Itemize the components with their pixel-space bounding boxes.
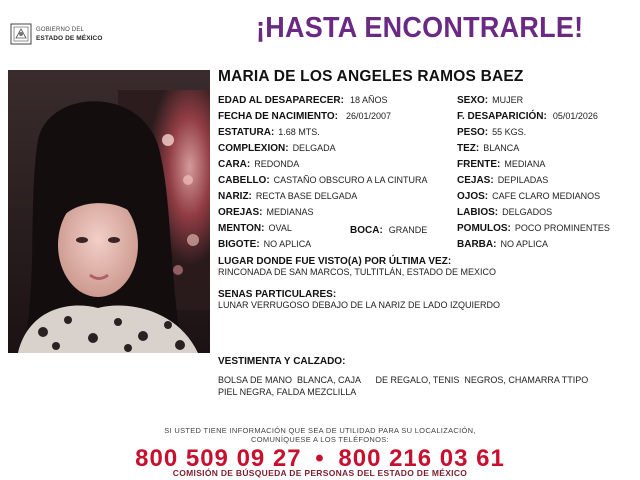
phone-separator: • — [315, 445, 325, 472]
clothing-label: VESTIMENTA Y CALZADO: — [218, 356, 346, 367]
field-menton: MENTON: OVAL — [218, 223, 292, 234]
government-logo — [10, 22, 120, 48]
commission-name: COMISIÓN DE BÚSQUEDA DE PERSONAS DEL ESTADO DE MÉXICO — [172, 468, 468, 478]
field-orejas: OREJAS: MEDIANAS — [218, 207, 314, 218]
field-peso: PESO: 55 KGS. — [457, 127, 527, 138]
field-barba: BARBA: NO APLICA — [457, 239, 548, 250]
phone-number-1[interactable]: 800 509 09 27 — [135, 445, 302, 472]
logo-line-1: GOBIERNO DEL — [36, 27, 85, 33]
field-edad: EDAD AL DESAPARECER: 18 AÑOS — [218, 95, 388, 106]
logo-line-2: ESTADO DE MÉXICO — [36, 35, 103, 42]
field-tez: TEZ: BLANCA — [457, 143, 520, 154]
contact-info-line-2: COMUNÍQUESE A LOS TELÉFONOS: — [251, 435, 389, 444]
field-frente: FRENTE: MEDIANA — [457, 159, 546, 170]
marks-label: SENAS PARTICULARES: — [218, 289, 337, 300]
last-seen-label: LUGAR DONDE FUE VISTO(A) POR ÚLTIMA VEZ: — [218, 256, 452, 267]
phone-number-2[interactable]: 800 216 03 61 — [338, 445, 505, 472]
last-seen-value: RINCONADA DE SAN MARCOS, TULTITLÁN, ESTADO DE MEXICO — [218, 267, 497, 277]
marks-value: LUNAR VERRUGOSO DEBAJO DE LA NARIZ DE LADO IZQUIERDO — [218, 300, 501, 310]
field-complexion: COMPLEXION: DELGADA — [218, 143, 336, 154]
field-boca: BOCA: GRANDE — [350, 225, 428, 236]
field-sexo: SEXO: MUJER — [457, 95, 524, 106]
person-name: MARIA DE LOS ANGELES RAMOS BAEZ — [218, 68, 524, 85]
field-cabello: CABELLO: CASTAÑO OBSCURO A LA CINTURA — [218, 175, 428, 186]
field-ojos: OJOS: CAFE CLARO MEDIANOS — [457, 191, 601, 202]
field-fecha-nacimiento: FECHA DE NACIMIENTO: 26/01/2007 — [218, 111, 392, 122]
portrait-photo — [8, 70, 210, 353]
headline: ¡HASTA ENCONTRARLE! — [256, 12, 584, 44]
field-estatura: ESTATURA: 1.68 MTS. — [218, 127, 320, 138]
field-cara: CARA: REDONDA — [218, 159, 300, 170]
field-pomulos: POMULOS: POCO PROMINENTES — [457, 223, 610, 234]
field-fecha-desaparicion: F. DESAPARICIÓN: 05/01/2026 — [457, 111, 598, 122]
field-cejas: CEJAS: DEPILADAS — [457, 175, 549, 186]
field-nariz: NARIZ: RECTA BASE DELGADA — [218, 191, 358, 202]
clothing-line-1: BOLSA DE MANO BLANCA, CAJA DE REGALO, TENIS NEGROS, CHAMARRA TTIPO — [218, 375, 589, 385]
clothing-line-2: PIEL NEGRA, FALDA MEZCLILLA — [218, 387, 357, 397]
field-bigote: BIGOTE: NO APLICA — [218, 239, 312, 250]
portrait-illustration — [8, 70, 210, 353]
field-labios: LABIOS: DELGADOS — [457, 207, 553, 218]
contact-info-line-1: SI USTED TIENE INFORMACIÓN QUE SEA DE UTILIDAD PARA SU LOCALIZACIÓN, — [164, 426, 476, 435]
state-seal-icon — [10, 22, 32, 46]
